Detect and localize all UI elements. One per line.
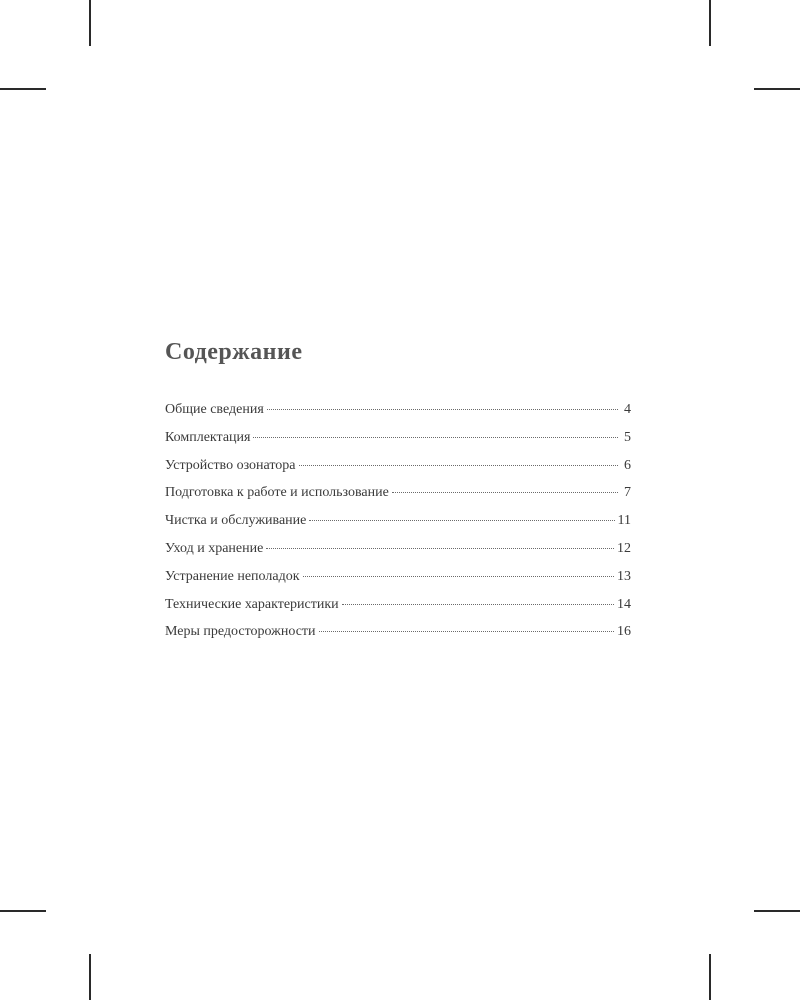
crop-mark-top-left-vertical	[89, 0, 91, 46]
toc-list	[165, 402, 631, 652]
crop-mark-top-right-vertical	[709, 0, 711, 46]
crop-mark-bottom-right-vertical	[709, 954, 711, 1000]
toc-entry-page: 12	[617, 540, 631, 556]
toc-entry-page: 7	[624, 485, 631, 501]
crop-mark-bottom-left-horizontal	[0, 910, 46, 912]
toc-entry-page: 11	[617, 513, 631, 529]
toc-entry-page: 16	[617, 624, 631, 640]
toc-entry-label: Технические характеристики	[165, 596, 339, 612]
toc-dot-leader	[299, 465, 618, 466]
toc-entry-page: 13	[617, 568, 631, 584]
toc-entry-page: 5	[624, 429, 631, 445]
toc-entry-label: Уход и хранение	[165, 540, 264, 556]
toc-dot-leader	[303, 576, 615, 577]
toc-entry-label: Подготовка к работе и использование	[165, 485, 389, 501]
toc-entry-label: Общие сведения	[165, 402, 264, 417]
toc-entry-label: Комплектация	[165, 429, 251, 445]
toc-dot-leader	[342, 604, 614, 605]
toc-dot-leader	[253, 437, 618, 438]
toc-entry[interactable]	[165, 430, 631, 458]
toc-entry[interactable]	[165, 402, 631, 430]
toc-title: Содержание	[165, 339, 303, 365]
toc-entry[interactable]	[165, 597, 631, 625]
toc-dot-leader	[319, 631, 614, 632]
toc-entry-page: 4	[624, 402, 631, 417]
toc-entry[interactable]	[165, 569, 631, 597]
toc-dot-leader	[267, 409, 618, 410]
toc-entry[interactable]	[165, 541, 631, 569]
crop-mark-bottom-left-vertical	[89, 954, 91, 1000]
toc-entry-page: 14	[617, 596, 631, 612]
toc-dot-leader	[392, 492, 618, 493]
toc-entry[interactable]	[165, 485, 631, 513]
crop-mark-bottom-right-horizontal	[754, 910, 800, 912]
crop-mark-top-right-horizontal	[754, 88, 800, 90]
table-of-contents	[165, 336, 631, 652]
toc-entry-label: Чистка и обслуживание	[165, 513, 307, 529]
toc-entry-label: Устройство озонатора	[165, 457, 296, 473]
toc-entry-label: Меры предосторожности	[165, 624, 316, 640]
toc-entry[interactable]	[165, 458, 631, 486]
toc-entry-page: 6	[624, 457, 631, 473]
toc-entry[interactable]	[165, 624, 631, 652]
crop-mark-top-left-horizontal	[0, 88, 46, 90]
toc-entry[interactable]	[165, 513, 631, 541]
toc-entry-label: Устранение неполадок	[165, 568, 300, 584]
toc-dot-leader	[266, 548, 614, 549]
toc-dot-leader	[309, 520, 614, 521]
